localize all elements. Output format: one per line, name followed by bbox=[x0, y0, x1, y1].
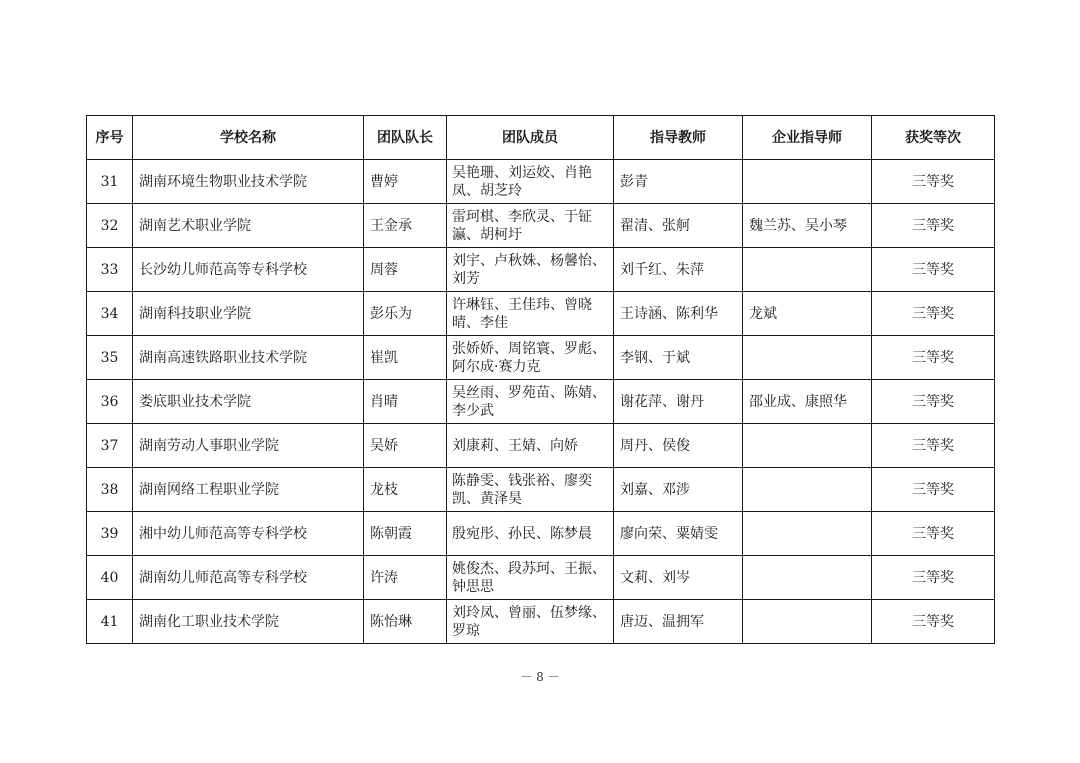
cell-members: 殷宛彤、孙民、陈梦晨 bbox=[447, 512, 614, 556]
cell-school: 湖南劳动人事职业学院 bbox=[133, 424, 364, 468]
table-row bbox=[87, 380, 995, 424]
cell-teachers: 周丹、侯俊 bbox=[614, 424, 743, 468]
awards-table-container bbox=[86, 115, 994, 644]
cell-mentors: 邵业成、康照华 bbox=[743, 380, 872, 424]
cell-members: 刘玲凤、曾丽、伍梦缘、罗琼 bbox=[447, 600, 614, 644]
cell-no: 36 bbox=[87, 380, 133, 424]
table-row bbox=[87, 292, 995, 336]
cell-mentors bbox=[743, 600, 872, 644]
cell-mentors bbox=[743, 424, 872, 468]
table-header-row bbox=[87, 116, 995, 160]
cell-captain: 吴娇 bbox=[364, 424, 447, 468]
cell-school: 湖南环境生物职业技术学院 bbox=[133, 160, 364, 204]
header-captain: 团队队长 bbox=[364, 116, 447, 160]
cell-school: 湖南艺术职业学院 bbox=[133, 204, 364, 248]
cell-captain: 许涛 bbox=[364, 556, 447, 600]
cell-award: 三等奖 bbox=[872, 292, 995, 336]
cell-award: 三等奖 bbox=[872, 248, 995, 292]
cell-mentors: 魏兰苏、吴小琴 bbox=[743, 204, 872, 248]
cell-members: 姚俊杰、段苏珂、王振、钟思思 bbox=[447, 556, 614, 600]
table-row bbox=[87, 248, 995, 292]
cell-teachers: 李钢、于斌 bbox=[614, 336, 743, 380]
cell-school: 湖南科技职业学院 bbox=[133, 292, 364, 336]
table-row bbox=[87, 424, 995, 468]
cell-teachers: 唐迈、温拥军 bbox=[614, 600, 743, 644]
cell-members: 许琳钰、王佳玮、曾晓晴、李佳 bbox=[447, 292, 614, 336]
cell-award: 三等奖 bbox=[872, 160, 995, 204]
header-award: 获奖等次 bbox=[872, 116, 995, 160]
cell-members: 陈静雯、钱张裕、廖奕凯、黄泽昊 bbox=[447, 468, 614, 512]
page-number: － 8 － bbox=[520, 670, 560, 684]
cell-award: 三等奖 bbox=[872, 204, 995, 248]
cell-school: 娄底职业技术学院 bbox=[133, 380, 364, 424]
cell-members: 吴丝雨、罗苑苗、陈婧、李少武 bbox=[447, 380, 614, 424]
cell-no: 31 bbox=[87, 160, 133, 204]
cell-mentors bbox=[743, 468, 872, 512]
cell-school: 湖南化工职业技术学院 bbox=[133, 600, 364, 644]
header-school: 学校名称 bbox=[133, 116, 364, 160]
cell-mentors: 龙斌 bbox=[743, 292, 872, 336]
cell-mentors bbox=[743, 248, 872, 292]
cell-teachers: 文莉、刘岑 bbox=[614, 556, 743, 600]
cell-captain: 崔凯 bbox=[364, 336, 447, 380]
cell-captain: 陈怡琳 bbox=[364, 600, 447, 644]
cell-teachers: 翟清、张舸 bbox=[614, 204, 743, 248]
cell-award: 三等奖 bbox=[872, 512, 995, 556]
table-row bbox=[87, 160, 995, 204]
cell-teachers: 刘嘉、邓涉 bbox=[614, 468, 743, 512]
cell-no: 35 bbox=[87, 336, 133, 380]
cell-no: 41 bbox=[87, 600, 133, 644]
cell-school: 长沙幼儿师范高等专科学校 bbox=[133, 248, 364, 292]
cell-no: 37 bbox=[87, 424, 133, 468]
table-row bbox=[87, 468, 995, 512]
cell-teachers: 王诗涵、陈利华 bbox=[614, 292, 743, 336]
cell-mentors bbox=[743, 160, 872, 204]
cell-school: 湖南幼儿师范高等专科学校 bbox=[133, 556, 364, 600]
header-teachers: 指导教师 bbox=[614, 116, 743, 160]
table-row bbox=[87, 336, 995, 380]
header-members: 团队成员 bbox=[447, 116, 614, 160]
cell-members: 吴艳珊、刘运姣、肖艳凤、胡芝玲 bbox=[447, 160, 614, 204]
cell-captain: 周蓉 bbox=[364, 248, 447, 292]
cell-teachers: 廖向荣、粟婧雯 bbox=[614, 512, 743, 556]
cell-captain: 王金承 bbox=[364, 204, 447, 248]
cell-no: 40 bbox=[87, 556, 133, 600]
cell-no: 34 bbox=[87, 292, 133, 336]
cell-no: 32 bbox=[87, 204, 133, 248]
cell-no: 33 bbox=[87, 248, 133, 292]
cell-award: 三等奖 bbox=[872, 380, 995, 424]
table-body bbox=[87, 160, 995, 644]
cell-award: 三等奖 bbox=[872, 556, 995, 600]
cell-members: 张娇娇、周铭寰、罗彪、阿尔成·赛力克 bbox=[447, 336, 614, 380]
header-mentors: 企业指导师 bbox=[743, 116, 872, 160]
cell-members: 刘康莉、王婧、向娇 bbox=[447, 424, 614, 468]
cell-no: 39 bbox=[87, 512, 133, 556]
table-row bbox=[87, 204, 995, 248]
cell-members: 刘宇、卢秋姝、杨馨怡、刘芳 bbox=[447, 248, 614, 292]
cell-captain: 陈朝霞 bbox=[364, 512, 447, 556]
cell-members: 雷珂棋、李欣灵、于钲瀛、胡柯圩 bbox=[447, 204, 614, 248]
table-row bbox=[87, 600, 995, 644]
cell-captain: 彭乐为 bbox=[364, 292, 447, 336]
table-row bbox=[87, 512, 995, 556]
header-no: 序号 bbox=[87, 116, 133, 160]
cell-school: 湖南高速铁路职业技术学院 bbox=[133, 336, 364, 380]
cell-school: 湘中幼儿师范高等专科学校 bbox=[133, 512, 364, 556]
awards-table bbox=[86, 115, 995, 644]
cell-captain: 龙枝 bbox=[364, 468, 447, 512]
cell-award: 三等奖 bbox=[872, 468, 995, 512]
cell-no: 38 bbox=[87, 468, 133, 512]
cell-award: 三等奖 bbox=[872, 600, 995, 644]
cell-award: 三等奖 bbox=[872, 424, 995, 468]
cell-mentors bbox=[743, 512, 872, 556]
cell-teachers: 彭青 bbox=[614, 160, 743, 204]
cell-mentors bbox=[743, 556, 872, 600]
cell-captain: 肖晴 bbox=[364, 380, 447, 424]
cell-award: 三等奖 bbox=[872, 336, 995, 380]
cell-school: 湖南网络工程职业学院 bbox=[133, 468, 364, 512]
cell-captain: 曹婷 bbox=[364, 160, 447, 204]
table-row bbox=[87, 556, 995, 600]
cell-teachers: 谢花萍、谢丹 bbox=[614, 380, 743, 424]
cell-mentors bbox=[743, 336, 872, 380]
cell-teachers: 刘千红、朱萍 bbox=[614, 248, 743, 292]
